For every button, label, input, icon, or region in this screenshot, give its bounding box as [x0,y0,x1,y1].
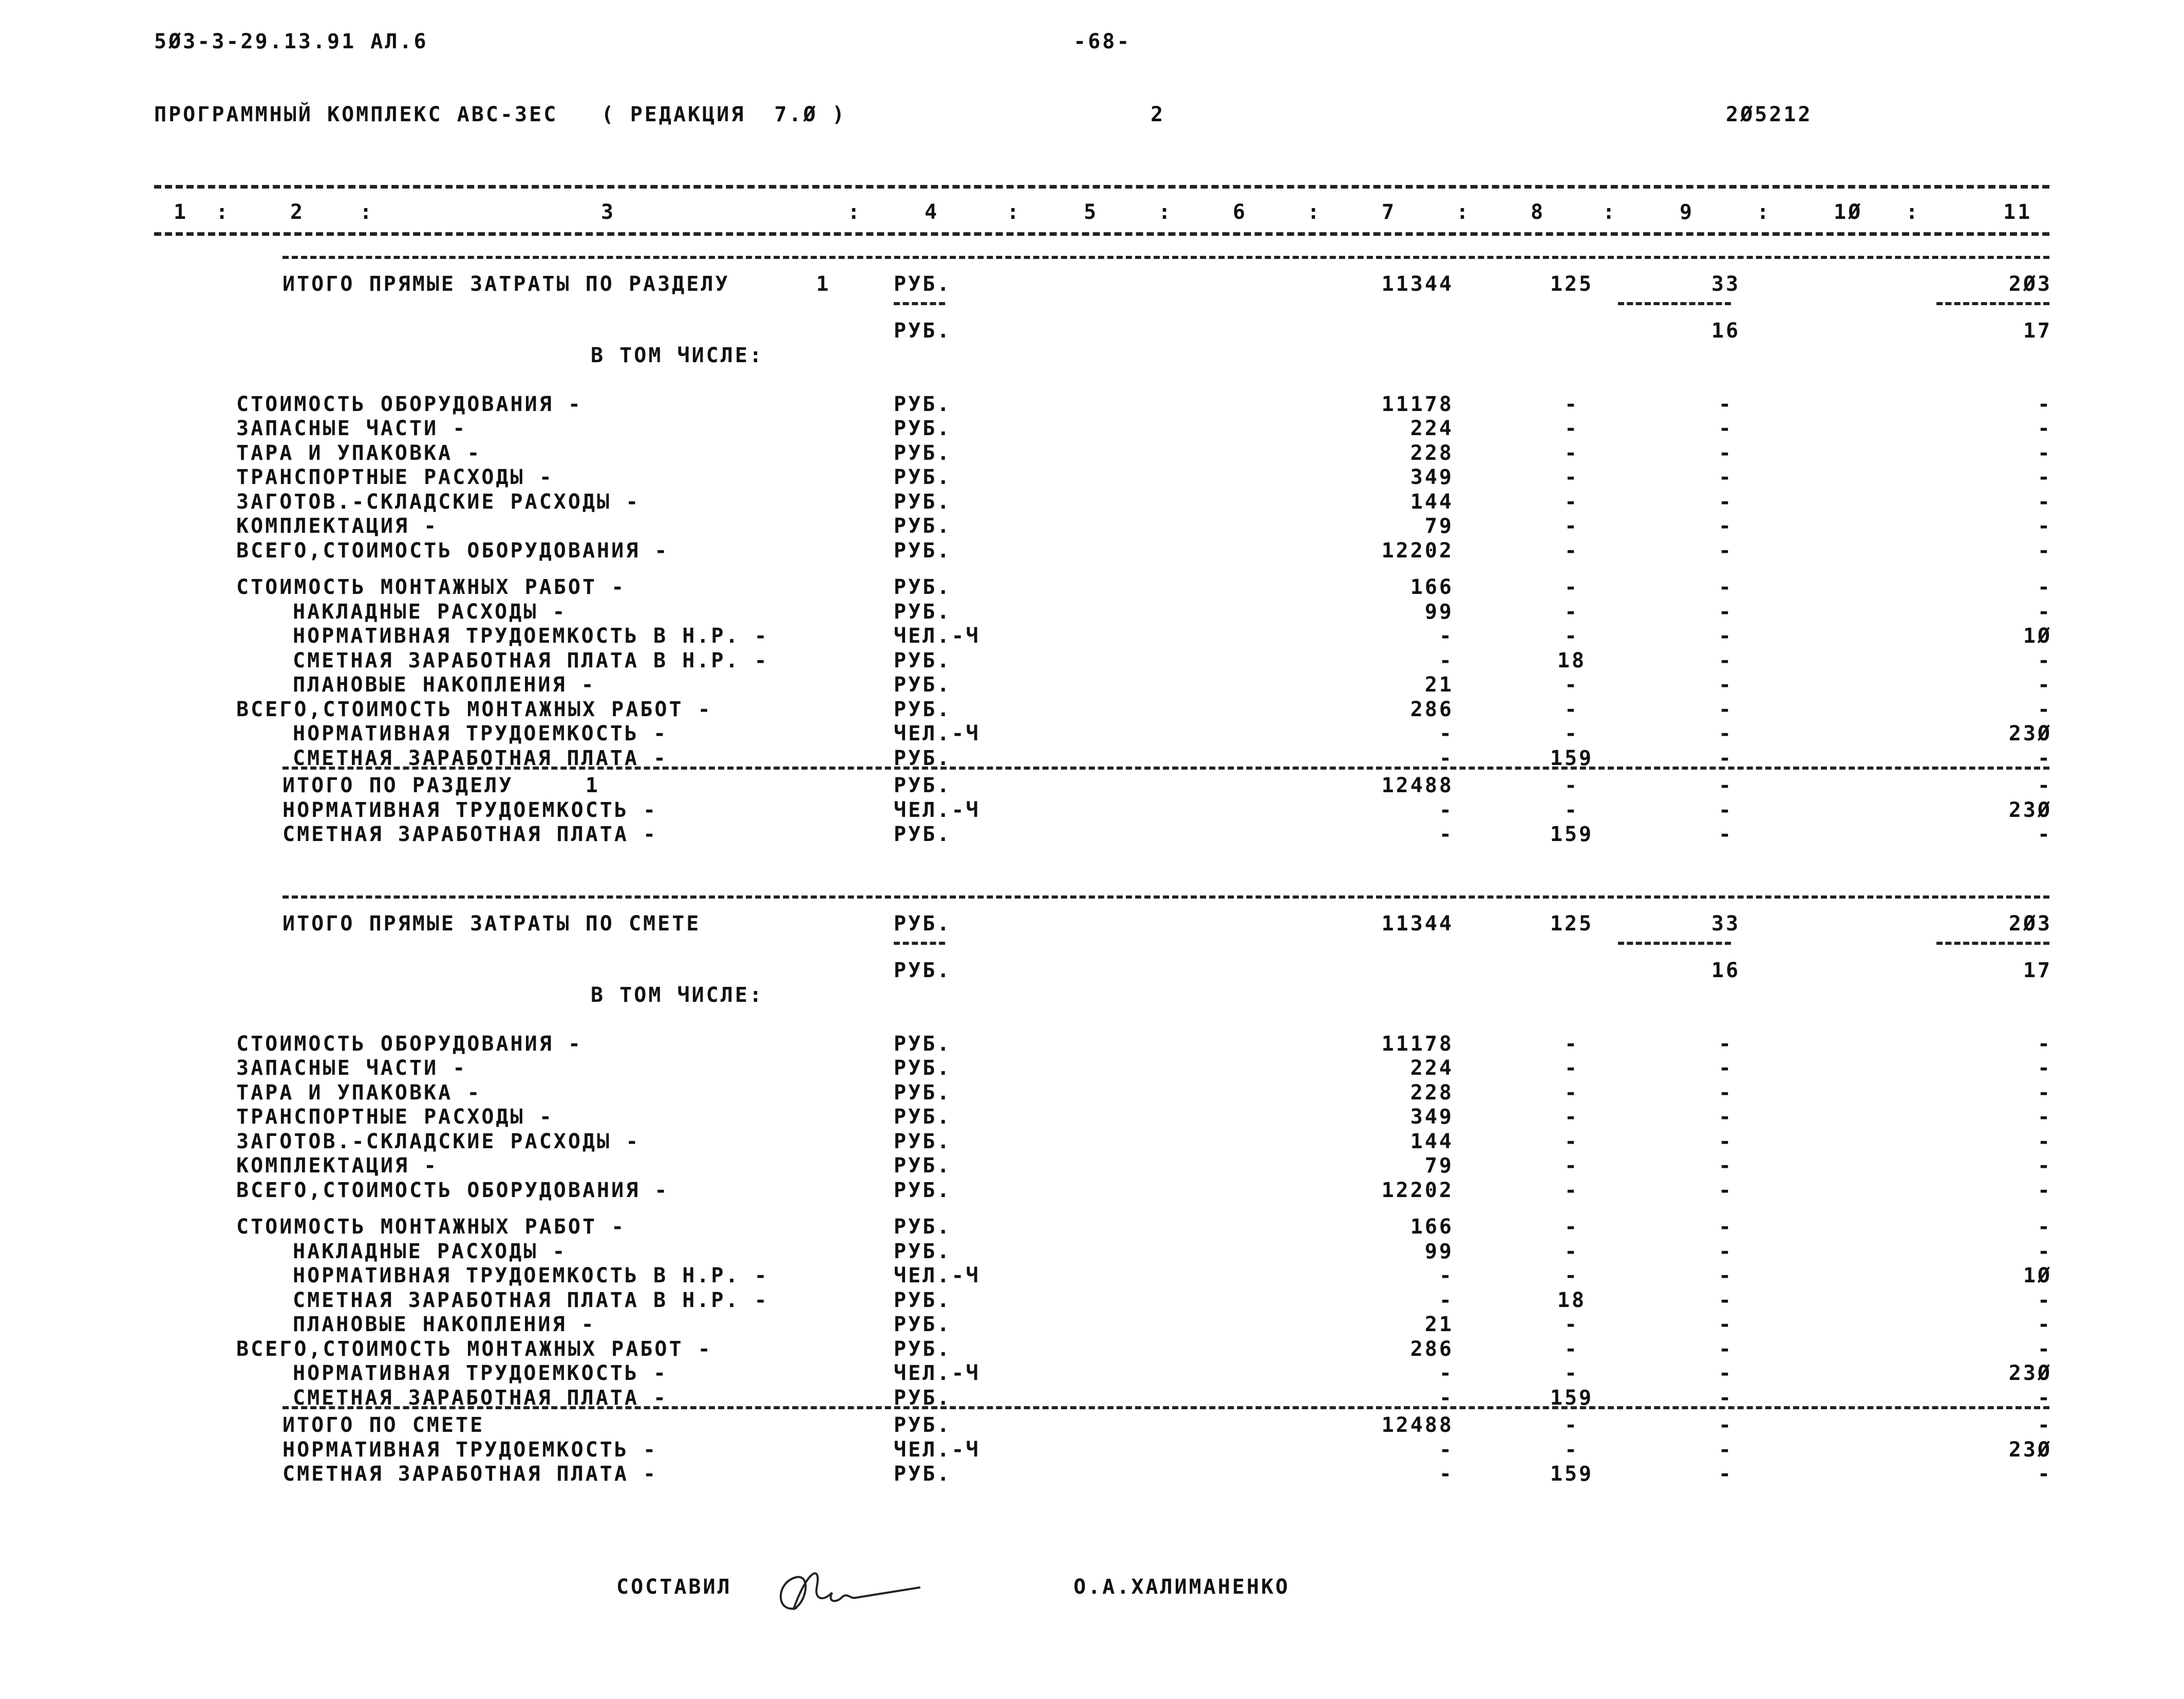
final-row-col11: - [2037,774,2052,797]
equipment-row-col11: - [2037,1154,2052,1178]
installation-row-col9: - [1718,673,1734,697]
installation-row-col11: 1Ø [2023,1264,2052,1287]
equipment-row-col11: - [2037,538,2052,563]
final-row-label: ИТОГО ПО СМЕТЕ [283,1413,485,1437]
final-row-col8: - [1564,1437,1579,1462]
program-title: ПРОГРАММНЫЙ КОМПЛЕКС АВС-3ЕС ( РЕДАКЦИЯ 7.Ø ) [154,103,846,126]
equipment-row-col7: 144 [1410,1129,1454,1153]
installation-row-label: СМЕТНАЯ ЗАРАБОТНАЯ ПЛАТА В Н.Р. - [293,648,769,673]
equipment-row-unit: РУБ. [894,538,952,563]
final-row-col8: 159 [1550,823,1594,846]
equipment-row-label: ВСЕГО,СТОИМОСТЬ ОБОРУДОВАНИЯ - [236,538,669,563]
equipment-row-unit: РУБ. [894,465,952,490]
installation-row-col9: - [1718,1361,1734,1385]
column-separator: : [1307,200,1322,224]
installation-row-label: ПЛАНОВЫЕ НАКОПЛЕНИЯ - [293,1313,596,1336]
equipment-row-unit: РУБ. [894,1032,952,1056]
installation-row-col8: 18 [1557,648,1587,673]
column-separator: : [1007,200,1022,224]
column-separator: : [848,200,862,224]
equipment-row-unit: РУБ. [894,1056,952,1080]
installation-row-col8: 159 [1550,746,1594,770]
equipment-row-unit: РУБ. [894,1154,952,1178]
unit-underline [894,302,945,305]
equipment-row-unit: РУБ. [894,392,952,416]
section-total-label: ИТОГО ПРЯМЫЕ ЗАТРАТЫ ПО СМЕТЕ [283,912,701,936]
installation-row-col11: - [2037,648,2052,673]
equipment-row-col7: 224 [1410,417,1454,441]
installation-row-label: НОРМАТИВНАЯ ТРУДОЕМКОСТЬ В Н.Р. - [293,624,769,648]
installation-row-col11: 1Ø [2023,624,2052,648]
installation-row-col7: - [1439,1288,1454,1312]
section-total-col8: 125 [1550,272,1594,296]
equipment-row-col8: - [1564,514,1579,538]
final-row-col7: 12488 [1381,1413,1454,1437]
final-row-col7: - [1439,1462,1454,1486]
section-total-col7: 11344 [1381,912,1454,936]
unit-underline [894,942,945,945]
equipment-row-col11: - [2037,1032,2052,1056]
installation-row-col9: - [1718,624,1734,648]
installation-row-label: НОРМАТИВНАЯ ТРУДОЕМКОСТЬ - [293,722,668,745]
equipment-row-label: КОМПЛЕКТАЦИЯ - [236,514,439,538]
final-row-unit: РУБ. [894,823,952,846]
equipment-row-col11: - [2037,392,2052,416]
installation-row-unit: РУБ. [894,697,952,721]
equipment-row-label: ВСЕГО,СТОИМОСТЬ ОБОРУДОВАНИЯ - [236,1178,669,1202]
final-row-label: СМЕТНАЯ ЗАРАБОТНАЯ ПЛАТА - [283,1462,658,1486]
final-row-col9: - [1718,798,1734,822]
compiler-name: О.А.ХАЛИМАНЕНКО [1074,1575,1290,1599]
installation-row-unit: РУБ. [894,648,952,673]
section-total-col7: 11344 [1381,272,1454,296]
equipment-row-unit: РУБ. [894,441,952,465]
equipment-row-col9: - [1718,1080,1734,1105]
column-header-2: 2 [290,200,305,224]
col9-underline [1618,302,1731,305]
installation-row-unit: ЧЕЛ.-Ч [894,722,981,745]
equipment-row-col9: - [1718,1129,1734,1153]
equipment-row-col11: - [2037,514,2052,538]
installation-row-col7: - [1439,722,1454,745]
equipment-row-col9: - [1718,1105,1734,1129]
section-including-heading: В ТОМ ЧИСЛЕ: [591,343,764,367]
installation-row-unit: РУБ. [894,1386,952,1410]
final-row-col9: - [1718,1437,1734,1462]
final-row-col8: - [1564,798,1579,822]
equipment-row-col11: - [2037,1129,2052,1153]
section-total-col9: 33 [1711,912,1741,936]
installation-row-unit: РУБ. [894,600,952,624]
section-sub-col11: 17 [2023,959,2052,983]
equipment-row-col11: - [2037,1105,2052,1129]
section-total-col11: 2Ø3 [2008,912,2052,936]
installation-row-col9: - [1718,1313,1734,1336]
installation-row-col9: - [1718,1239,1734,1263]
installation-row-col11: 23Ø [2008,722,2052,745]
installation-row-col8: - [1564,1215,1579,1239]
column-header-4: 4 [925,200,939,224]
installation-row-col11: - [2037,1337,2052,1361]
final-row-col7: 12488 [1381,774,1454,797]
equipment-row-label: КОМПЛЕКТАЦИЯ - [236,1154,439,1178]
column-separator: : [1906,200,1921,224]
equipment-row-col11: - [2037,490,2052,514]
installation-row-col9: - [1718,600,1734,624]
header-rule-bottom [154,232,2049,236]
final-row-col9: - [1718,823,1734,846]
equipment-row-col9: - [1718,1032,1734,1056]
equipment-row-col11: - [2037,465,2052,490]
installation-row-col9: - [1718,746,1734,770]
installation-row-col7: 99 [1424,1239,1454,1263]
equipment-row-col8: - [1564,538,1579,563]
equipment-row-label: ТАРА И УПАКОВКА - [236,441,482,465]
column-header-6: 6 [1233,200,1248,224]
installation-row-unit: РУБ. [894,1215,952,1239]
signature-image [765,1552,930,1629]
installation-row-col8: - [1564,1264,1579,1287]
equipment-row-unit: РУБ. [894,1178,952,1202]
installation-row-label: СМЕТНАЯ ЗАРАБОТНАЯ ПЛАТА В Н.Р. - [293,1288,769,1312]
installation-row-col11: - [2037,1313,2052,1336]
equipment-row-col8: - [1564,392,1579,416]
installation-row-label: СТОИМОСТЬ МОНТАЖНЫХ РАБОТ - [236,575,626,599]
final-row-col11: - [2037,1413,2052,1437]
equipment-row-col7: 349 [1410,465,1454,490]
equipment-row-col8: - [1564,1032,1579,1056]
equipment-row-col7: 228 [1410,1080,1454,1105]
equipment-row-col8: - [1564,441,1579,465]
installation-row-col9: - [1718,648,1734,673]
installation-row-col11: - [2037,673,2052,697]
col11-underline [1936,302,2049,305]
installation-row-unit: ЧЕЛ.-Ч [894,624,981,648]
equipment-row-col9: - [1718,1154,1734,1178]
installation-row-col8: - [1564,1313,1579,1336]
installation-row-col7: 286 [1410,1337,1454,1361]
final-row-col11: 23Ø [2008,1437,2052,1462]
column-separator: : [1603,200,1617,224]
equipment-row-label: ЗАПАСНЫЕ ЧАСТИ - [236,417,467,441]
section-total-col11: 2Ø3 [2008,272,2052,296]
equipment-row-unit: РУБ. [894,417,952,441]
section-sub-unit: РУБ. [894,959,952,983]
equipment-row-label: СТОИМОСТЬ ОБОРУДОВАНИЯ - [236,392,582,416]
equipment-row-col11: - [2037,417,2052,441]
final-row-col11: - [2037,1462,2052,1486]
section-total-unit: РУБ. [894,912,952,936]
section-rule-2 [283,895,2049,899]
installation-row-label: ВСЕГО,СТОИМОСТЬ МОНТАЖНЫХ РАБОТ - [236,1337,712,1361]
final-row-unit: ЧЕЛ.-Ч [894,1437,981,1462]
installation-row-col8: - [1564,575,1579,599]
installation-row-col9: - [1718,1288,1734,1312]
final-row-label: НОРМАТИВНАЯ ТРУДОЕМКОСТЬ - [283,798,658,822]
equipment-row-label: ЗАПАСНЫЕ ЧАСТИ - [236,1056,467,1080]
equipment-row-col7: 79 [1424,514,1454,538]
installation-row-col11: - [2037,1288,2052,1312]
section-sub-col11: 17 [2023,319,2052,343]
final-row-col11: 23Ø [2008,798,2052,822]
final-row-col8: - [1564,1413,1579,1437]
installation-row-col9: - [1718,697,1734,721]
final-rule [283,767,2049,770]
equipment-row-col8: - [1564,1080,1579,1105]
equipment-row-col9: - [1718,490,1734,514]
installation-row-label: СТОИМОСТЬ МОНТАЖНЫХ РАБОТ - [236,1215,626,1239]
document-code: 2Ø5212 [1726,103,1813,126]
installation-row-col8: - [1564,600,1579,624]
final-row-label: СМЕТНАЯ ЗАРАБОТНАЯ ПЛАТА - [283,823,658,846]
section-total-col9: 33 [1711,272,1741,296]
installation-row-col11: - [2037,575,2052,599]
installation-row-label: ПЛАНОВЫЕ НАКОПЛЕНИЯ - [293,673,596,697]
installation-row-label: СМЕТНАЯ ЗАРАБОТНАЯ ПЛАТА - [293,1386,668,1410]
installation-row-col7: - [1439,1361,1454,1385]
installation-row-col7: 286 [1410,697,1454,721]
document-id: 5Ø3-3-29.13.91 АЛ.6 [154,30,428,53]
installation-row-col8: - [1564,624,1579,648]
installation-row-unit: РУБ. [894,1337,952,1361]
equipment-row-unit: РУБ. [894,1129,952,1153]
column-header-5: 5 [1084,200,1099,224]
installation-row-col7: - [1439,746,1454,770]
installation-row-col8: - [1564,1361,1579,1385]
equipment-row-label: ТРАНСПОРТНЫЕ РАСХОДЫ - [236,465,554,490]
equipment-row-col7: 79 [1424,1154,1454,1178]
equipment-row-col9: - [1718,1178,1734,1202]
installation-row-label: НОРМАТИВНАЯ ТРУДОЕМКОСТЬ В Н.Р. - [293,1264,769,1287]
section-including-heading: В ТОМ ЧИСЛЕ: [591,983,764,1007]
column-header-7: 7 [1382,200,1397,224]
column-header-9: 9 [1680,200,1695,224]
installation-row-col8: - [1564,697,1579,721]
equipment-row-col7: 349 [1410,1105,1454,1129]
equipment-row-col9: - [1718,392,1734,416]
installation-row-unit: РУБ. [894,1288,952,1312]
section-total-label: ИТОГО ПРЯМЫЕ ЗАТРАТЫ ПО РАЗДЕЛУ 1 [283,272,831,296]
installation-row-col9: - [1718,1215,1734,1239]
final-row-unit: РУБ. [894,1462,952,1486]
equipment-row-col8: - [1564,490,1579,514]
equipment-row-col7: 224 [1410,1056,1454,1080]
final-row-unit: РУБ. [894,1413,952,1437]
final-row-col9: - [1718,1413,1734,1437]
installation-row-col7: 21 [1424,1313,1454,1336]
column-header-8: 8 [1531,200,1546,224]
installation-row-col9: - [1718,575,1734,599]
installation-row-col7: - [1439,1386,1454,1410]
column-separator: : [1158,200,1173,224]
equipment-row-col8: - [1564,465,1579,490]
column-separator: : [216,200,231,224]
section-total-col8: 125 [1550,912,1594,936]
installation-row-col7: 21 [1424,673,1454,697]
installation-row-col9: - [1718,722,1734,745]
column-header-1: 1 [174,200,189,224]
installation-row-label: НАКЛАДНЫЕ РАСХОДЫ - [293,1239,567,1263]
installation-row-unit: РУБ. [894,575,952,599]
final-row-unit: ЧЕЛ.-Ч [894,798,981,822]
col11-underline [1936,942,2049,945]
equipment-row-label: ТРАНСПОРТНЫЕ РАСХОДЫ - [236,1105,554,1129]
installation-row-col11: - [2037,600,2052,624]
equipment-row-label: ЗАГОТОВ.-СКЛАДСКИЕ РАСХОДЫ - [236,490,641,514]
equipment-row-col8: - [1564,1056,1579,1080]
equipment-row-col9: - [1718,441,1734,465]
equipment-row-col8: - [1564,417,1579,441]
installation-row-label: НОРМАТИВНАЯ ТРУДОЕМКОСТЬ - [293,1361,668,1385]
equipment-row-col11: - [2037,1080,2052,1105]
header-rule-top [154,185,2049,189]
installation-row-col8: - [1564,1337,1579,1361]
installation-row-col8: - [1564,722,1579,745]
equipment-row-label: ЗАГОТОВ.-СКЛАДСКИЕ РАСХОДЫ - [236,1129,641,1153]
equipment-row-col8: - [1564,1178,1579,1202]
final-row-col7: - [1439,823,1454,846]
final-row-col7: - [1439,1437,1454,1462]
installation-row-col9: - [1718,1386,1734,1410]
installation-row-col8: 18 [1557,1288,1587,1312]
equipment-row-col11: - [2037,1056,2052,1080]
installation-row-col7: 166 [1410,575,1454,599]
equipment-row-col9: - [1718,514,1734,538]
equipment-row-unit: РУБ. [894,1105,952,1129]
installation-row-col7: 99 [1424,600,1454,624]
final-row-col9: - [1718,774,1734,797]
equipment-row-unit: РУБ. [894,490,952,514]
section-sub-col9: 16 [1711,319,1741,343]
equipment-row-unit: РУБ. [894,514,952,538]
installation-row-label: НАКЛАДНЫЕ РАСХОДЫ - [293,600,567,624]
equipment-row-unit: РУБ. [894,1080,952,1105]
installation-row-col11: 23Ø [2008,1361,2052,1385]
final-rule [283,1406,2049,1409]
installation-row-col7: - [1439,648,1454,673]
installation-row-unit: РУБ. [894,746,952,770]
column-header-3: 3 [601,200,616,224]
installation-row-col9: - [1718,1337,1734,1361]
installation-row-unit: РУБ. [894,1313,952,1336]
installation-row-unit: РУБ. [894,673,952,697]
final-row-label: ИТОГО ПО РАЗДЕЛУ 1 [283,774,600,797]
sheet-number: 2 [1151,103,1165,126]
equipment-row-col11: - [2037,1178,2052,1202]
compiled-label: СОСТАВИЛ [616,1575,732,1599]
equipment-row-col7: 11178 [1381,1032,1454,1056]
installation-row-col11: - [2037,1215,2052,1239]
installation-row-unit: РУБ. [894,1239,952,1263]
section-rule-1 [283,256,2049,259]
final-row-col8: - [1564,774,1579,797]
installation-row-col7: - [1439,1264,1454,1287]
installation-row-unit: ЧЕЛ.-Ч [894,1361,981,1385]
installation-row-col7: - [1439,624,1454,648]
section-sub-unit: РУБ. [894,319,952,343]
section-sub-col9: 16 [1711,959,1741,983]
installation-row-col8: - [1564,1239,1579,1263]
installation-row-col8: - [1564,673,1579,697]
equipment-row-col11: - [2037,441,2052,465]
equipment-row-col7: 12202 [1381,538,1454,563]
installation-row-col7: 166 [1410,1215,1454,1239]
equipment-row-col9: - [1718,538,1734,563]
equipment-row-label: ТАРА И УПАКОВКА - [236,1080,482,1105]
column-header-11: 11 [2003,200,2032,224]
equipment-row-col7: 228 [1410,441,1454,465]
section-total-unit: РУБ. [894,272,952,296]
final-row-col11: - [2037,823,2052,846]
equipment-row-col9: - [1718,465,1734,490]
installation-row-label: СМЕТНАЯ ЗАРАБОТНАЯ ПЛАТА - [293,746,668,770]
equipment-row-col7: 144 [1410,490,1454,514]
equipment-row-col9: - [1718,417,1734,441]
equipment-row-col9: - [1718,1056,1734,1080]
column-separator: : [360,200,374,224]
equipment-row-col8: - [1564,1105,1579,1129]
final-row-col9: - [1718,1462,1734,1486]
equipment-row-col7: 12202 [1381,1178,1454,1202]
installation-row-unit: ЧЕЛ.-Ч [894,1264,981,1287]
installation-row-col9: - [1718,1264,1734,1287]
installation-row-col11: - [2037,1386,2052,1410]
col9-underline [1618,942,1731,945]
column-header-10: 1Ø [1834,200,1863,224]
installation-row-label: ВСЕГО,СТОИМОСТЬ МОНТАЖНЫХ РАБОТ - [236,697,712,721]
equipment-row-col8: - [1564,1129,1579,1153]
installation-row-col8: 159 [1550,1386,1594,1410]
installation-row-col11: - [2037,1239,2052,1263]
column-separator: : [1757,200,1772,224]
equipment-row-col7: 11178 [1381,392,1454,416]
equipment-row-col8: - [1564,1154,1579,1178]
final-row-col7: - [1439,798,1454,822]
final-row-label: НОРМАТИВНАЯ ТРУДОЕМКОСТЬ - [283,1437,658,1462]
final-row-col8: 159 [1550,1462,1594,1486]
final-row-unit: РУБ. [894,774,952,797]
installation-row-col11: - [2037,746,2052,770]
column-separator: : [1456,200,1471,224]
page-number: -68- [1074,30,1132,53]
equipment-row-label: СТОИМОСТЬ ОБОРУДОВАНИЯ - [236,1032,582,1056]
installation-row-col11: - [2037,697,2052,721]
